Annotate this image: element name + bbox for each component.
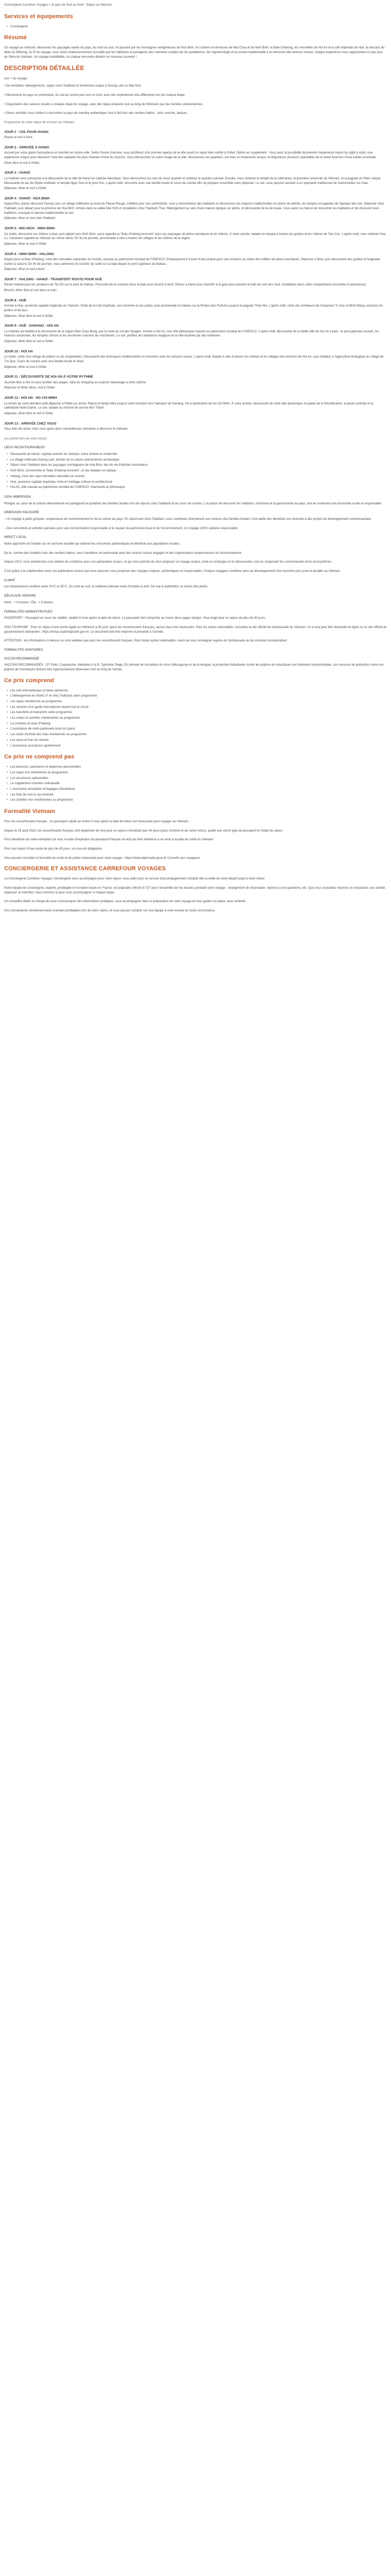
concierge-text-4: Vos conciergeries deviennent ainsi vraiment privilégiées lors de votre séjour, et vous pouvez compter sur une équipe à votre écoute en toute circonstance.: [4, 909, 216, 912]
immersion-title: 100% IMMERSION: [4, 495, 31, 499]
impact-text-2: De la, comme des localités hors des sentiers battus, nous travaillons en partenariat avec des acteurs locaux engagés et des organisations respectueuses de l'environnement.: [4, 551, 242, 555]
passport-text: PASSEPORT : Passeport en cours de validité, valable 6 mois après la date de retour. Le passeport doit comporter au moins deux pages vierges. Visa exigé pour un séjour de plus de 45 jours.: [4, 617, 266, 620]
list-item: • Ninh Binh, surnommée la "Baie d'Halong terrestre", et ses balades en barque: [4, 469, 387, 473]
concierge-title: CONCIERGERIE ET ASSISTANCE CARREFOUR VOYAGES: [4, 866, 166, 872]
list-item: • Le village millénaire Duong Lam, témoin de la culture vietnamienne authentique: [4, 458, 387, 463]
day-title: JOUR 3 : HANOÏ: [4, 171, 30, 175]
formal-text-3: Pour bénéficier de cette exemption de visa, la date d'expiration du passeport français ne doit pas être inférieure à six mois à la date de sortie du Vietnam.: [4, 838, 214, 842]
day-title: JOUR 13 : ARRIVÉE CHEZ VOUS: [4, 421, 57, 426]
day-4: [4, 196, 387, 221]
climate-text: Les températures oscillent entre 20°C et 35°C. Du nord au sud, la meilleure période reste d'octobre à avril. De mai à septembre, la saison des pluies.: [4, 585, 208, 589]
day-12: [4, 396, 387, 416]
resume-title: Résumé: [4, 35, 27, 41]
day-text: Arrivée à Hué, ancienne capitale impériale du Vietnam. Visite de la Cité impériale, son enceinte et ses palais, puis promenade en bateau sur la Rivière des Parfums jusqu'à la pagode Thien Mu. L'après-midi, visite des tombeaux de l'empereur Tu Duc et Minh Mang, entourés de jardins et de lacs.: [4, 304, 383, 312]
day-meals: Déjeuner, dîner et nuit à l'hôtel.: [4, 365, 47, 369]
must-see-list: [4, 452, 387, 490]
day-8: [4, 298, 387, 318]
list-item: • Les repas non mentionnés au programme: [4, 771, 387, 775]
day-meals: Repas et nuit à bord.: [4, 136, 33, 140]
breadcrumb[interactable]: Conciergerie Carrefour Voyages / Je pars de Sud au Nord - Séjour au Vietnam: [4, 4, 112, 7]
day-title: JOUR 1 : VOL POUR HANOI: [4, 130, 48, 134]
day-1: [4, 130, 387, 140]
formalities-vietnam-title: Formalité Vietnam: [4, 808, 55, 815]
list-item: • Hué, ancienne capitale impériale, riche en héritage culturel et architectural: [4, 480, 387, 485]
list-item: • L'assurance assistance rapatriement: [4, 744, 387, 749]
list-item: • Les droits d'entrée des sites mentionnés au programme: [4, 733, 387, 737]
list-item: • Les taxes et frais de service: [4, 738, 387, 743]
day-title: JOUR 11 : DÉCOUVERTE DE HOI AN À VOTRE RYTHME: [4, 375, 93, 379]
list-item: • Les boissons, pourboires et dépenses personnelles: [4, 765, 387, 770]
day-3: [4, 171, 387, 191]
partners-note: C'est grâce à la collaboration avec nos partenaires locaux que nous pouvons vous proposer des voyages uniques, authentiques et responsables. Chaque voyageur contribue ainsi au développement d'un tourisme plus juste et durable au Vietnam.: [4, 570, 341, 573]
day-5: [4, 226, 387, 246]
day-2: [4, 145, 387, 165]
list-item: • Séjour chez l'habitant dans les paysages montagneux de Hoa Binh, lieu de vie d'ethnies minoritaires: [4, 463, 387, 468]
day-text: Le matin, visite d'un village de potiers ou de charpentiers. Découverte des techniques traditionnelles et rencontre avec les artisans locaux. L'après-midi, balade à vélo à travers les rizières et les villages des environs de Hoi An, puis initiation à l'agriculture biologique au village de Tra Que. Cours de cuisine avec une famille locale et dîner.: [4, 355, 384, 363]
services-list: [4, 25, 387, 29]
day-meals: Vous êtes de retour chez vous après deux merveilleuses semaines à découvrir le Vietnam.: [4, 428, 128, 431]
list-item: • Le supplément chambre individuelle: [4, 782, 387, 786]
excluded-list: [4, 765, 387, 803]
list-item: • L'hébergement en hôtels 3* et chez l'habitant selon programme: [4, 694, 387, 699]
list-item: • Conciergerie: [4, 25, 387, 29]
excluded-title: Ce prix ne comprend pas: [4, 754, 75, 760]
day-meals: Déjeuner, dîner et nuit à l'hôtel.: [4, 187, 47, 191]
solidarity-text: – Un voyage à petits groupes, respectueux de l'environnement et de la culture du pays. En séjournant chez l'habitant, vous contribuez directement aux revenus des familles locales. Une partie des bénéfices est reversée à des projets de développement communautaire.: [4, 517, 372, 521]
detail-plus-1: • De véritables hébergements, séjour chez l'habitant et immersion unique à Duong Lam ou Mai Hich.: [4, 84, 142, 88]
formal-text-4: Pour tout séjour d'une durée de plus de 45 jours, un visa est obligatoire.: [4, 847, 103, 851]
detail-lead: Les + du voyage :: [4, 77, 29, 80]
highlights-lead: Les points forts de votre circuit :: [4, 437, 48, 440]
health-title: FORMALITÉS SANITAIRES: [4, 648, 43, 652]
impact-text-3: Depuis 2012, nous entretenons une relation de confiance avec nos partenaires locaux, ce qui nous permet de vous proposer un voyage unique, riche en échanges et en découvertes, tout en respectant les communautés et les écosystèmes.: [4, 561, 333, 564]
list-item: • L'assistance de notre partenaire local sur place: [4, 727, 387, 732]
day-title: JOUR 8 : HUÉ: [4, 298, 26, 302]
attention-text: ATTENTION : les informations ci-dessus se sont validées que pour les ressortissants français. Pour toutes autres nationalités, merci de vous renseigner auprès de l'ambassade ou du consulat correspondant.: [4, 639, 288, 643]
program-lead: Programme de votre séjour de 14 jours au Vietnam: [4, 121, 74, 125]
day-title: JOUR 9 : HUÉ - DANANG - HOI AN: [4, 324, 59, 328]
must-see-title: LIEUX INCONTOURNABLES: [4, 446, 45, 450]
list-item: • Les visites et activités mentionnées au programme: [4, 716, 387, 721]
day-meals: Déjeuner, dîner libre et nuit à l'hôtel.: [4, 314, 54, 318]
day-meals: Brunch, dîner libre et nuit dans le train.: [4, 289, 58, 293]
day-text: Le temps de votre dernière petit-déjeuner à l'hôtel sur arrivé. Repos et temps libre jusqu'à votre transfert vers l'aéroport de Danang. Vol à destination de Ho Chi Minh. À votre arrivée, découverte de cette ville dynamique, le palais de la Réunification, la poste centrale et la cathédrale Notre-Dame. Le soir, balade au marché de nuit de Ben Thanh.: [4, 402, 373, 410]
list-item: • Halong, l'une des sept merveilles naturelles du monde: [4, 474, 387, 479]
day-text: Départ pour la Baie d'Halong, l'une des merveilles naturelles du monde, classée au patrimoine mondial de l'UNESCO. Embarquement à bord d'une jonque pour une croisière au milieu des milliers de pitons karstiques. Déjeuner à bord, puis découverte des grottes et baignade (selon la saison). En fin de journée, vous admirerez le coucher du soleil sur la baie depuis le pont supérieur du bateau.: [4, 258, 380, 266]
day-text: Journée libre à Hoi An pour profiter des plages, faire du shopping ou explorer davantage à votre rythme.: [4, 381, 147, 384]
day-title: JOUR 5 : MAI HICH - NINH BINH: [4, 227, 55, 231]
day-meals: Déjeuner et dîner libres, nuit à l'hôtel.: [4, 386, 56, 390]
timezone-text: Hiver : + 6 heures / Été : + 5 heures: [4, 601, 54, 604]
day-text: Réveil matinal pour les amateurs de Tai Chi sur le pont du bateau. Poursuite de la croisière dans la baie avec brunch à bord. Retour à Hanoï puis transfert à la gare pour prendre le train de nuit vers Hué. Installation dans votre compartiment couchette (4 personnes).: [4, 283, 367, 287]
day-title: JOUR 10 : HOI AN: [4, 349, 33, 353]
day-text: Aujourd'hui, partez découvrir Duong Lam, un village millénaire au bord du Fleuve Rouge. Célèbre pour son authenticité, vous y rencontrerez des habitants et découvrirez les maisons traditionnelles en pierre de latérite, les temples et pagodes de l'époque des rois. Déjeuner chez l'habitant, puis départ pour la province de Hoa Binh. Arrivée dans la vallée Mai Hich et installation chez l'habitant Thai. Hébergement au sein d'une maison typique sur pilotis, et découverte de la vie locale. Vous aurez la chance de rencontrer les habitants et de découvrir leurs traditions, musique et danses traditionnelles le soir.: [4, 202, 384, 215]
day-title: JOUR 12 : HOI AN - HO CHI MINH: [4, 396, 57, 400]
included-list: [4, 689, 387, 749]
list-item: • Les frais de visa le cas échéant: [4, 793, 387, 798]
list-item: • Les activités non mentionnées au programme: [4, 798, 387, 803]
solidarity-text-2: – Des rencontres et activités pensées pour une consommation responsable et le respect du patrimoine local et de l'environnement. Un voyage 100% carbone responsable.: [4, 527, 239, 530]
day-title: JOUR 7 : HALONG - HANOÏ - TRANSFERT ROUTE POUR HUÉ: [4, 278, 102, 282]
detail-plus-3: • Dégustation des saveurs locales à chaque étape du voyage, avec des repas préparés tout au long de l'itinéraire par des familles vietnamiennes.: [4, 103, 204, 106]
timezone-title: DÉCALAGE HORAIRE: [4, 595, 36, 598]
list-item: • Hoi An, ville classée au patrimoine mondial de l'UNESCO, charmante et pittoresque: [4, 485, 387, 490]
day-title: JOUR 6 : NINH BINH - HALONG: [4, 252, 54, 256]
detail-plus-2: • Découverte du pays en profondeur, du sud au centre puis vers le nord, avec des expériences très différentes lors de chaque étape.: [4, 94, 186, 97]
formal-text-1: Pour les ressortissants français : un passeport valide au moins 6 mois après la date de retour est nécessaire pour voyager au Vietnam.: [4, 820, 189, 823]
day-6: [4, 252, 387, 272]
day-11: [4, 375, 387, 391]
day-title: JOUR 4 : HANOÏ - HOA BINH: [4, 196, 50, 200]
resume-text: Ce voyage au Vietnam, découvrez les paysages variés du pays, du nord au sud, en passant par les montagnes vertigineuses de Hoà Binh, les rizières en terrasses de Mai Chau et de Ninh Binh, la Baie d'Halong, les merveilles de Hoi An et la cité impériale de Hué, la douceur du delta du Mékong. Au fil du voyage, vous serez chaleureusement accueillis par les habitants et partagerez des moments simples de vie quotidienne. De l'agroécologie et la cuisine traditionnelle à la rencontre des artisans locaux, chaque expérience vous rapprochera un peu plus de l'âme du Vietnam. Un voyage inoubliable, où chaque rencontre devient un nouveau souvenir !: [4, 46, 385, 59]
detail-plus-4: • Divers activités vous invitent à rencontrer le pays de manière authentique, tout à fait hors des sentiers battus ; vélo, marche, barque...: [4, 112, 189, 115]
detail-title: DESCRIPTION DÉTAILLÉE: [4, 64, 85, 72]
list-item: • La croisière en baie d'Halong: [4, 722, 387, 726]
list-item: • Découverte de Hanoï, capitale animée du Vietnam, entre histoire et modernité: [4, 452, 387, 457]
day-meals: Déjeuner, dîner libre et nuit à l'hôtel.: [4, 412, 54, 415]
day-meals: Déjeuner, dîner et nuit à bord.: [4, 268, 45, 272]
vaccine-text: VACCINS RECOMMANDÉS : DT Polio, Coqueluche, Hépatites A & B, Typhoïde, Rage. En période de circulation du virus chikungunya et de la dengue, la protection individuelle contre les piqûres de moustiques est fortement recommandée. Les mesures de protection contre les piqûres de moustiques doivent être rigoureusement observées tout au long de l'année.: [4, 664, 384, 671]
day-text: Ce matin, découvrez les rizières à pied, puis départ vers Ninh Binh, aussi appelée la "Baie d'Halong terrestre" pour ses paysages de pitons karstiques et de rizières. À votre arrivée, balade en barque à travers les grottes et les rizières de Tam Coc. L'après-midi, vous visiterez Hoa Lu, l'ancienne capitale du Vietnam au Xème siècle. En fin de journée, promenade à vélo à travers les villages et les rizières de la région.: [4, 232, 386, 241]
day-9: [4, 324, 387, 344]
concierge-text-2: Notre équipe de conciergerie, experte, privilégiée et humaine basée en France, est joignable 24h/24 et 7j/7 pour l'ensemble de vos besoins pendant votre voyage : changement de réservation, réponse à vos questions, etc. Que vous souhaitiez réserver un restaurant, une activité, organiser un transfert, nous sommes là pour vous accompagner à chaque étape.: [4, 886, 386, 894]
day-text: La matinée est dédiée à la découverte de la région Dien Chau Bong, par la route du col des Nuages. Arrivée à Hoi An, une ville pittoresque classée au patrimoine mondial de l'UNESCO. L'après-midi, découverte de la vieille ville de Hoi An à pied : le pont japonais couvert, les maisons anciennes, les temples chinois et les anciennes maisons de marchands. Le soir, profitez de l'ambiance magique de la ville éclairée par des lanternes.: [4, 330, 379, 338]
concierge-text-1: La Conciergerie Carrefour Voyages Conciergerie vous accompagne pour votre séjour, vous aider pour un service d'accompagnement complet dès la veille de votre départ jusqu'à votre retour.: [4, 877, 265, 881]
impact-text: Notre approche est fondée sur un tourisme durable qui valorise les rencontres authentiques et bénéficie aux populations locales.: [4, 543, 181, 546]
immersion-text: Plongez au cœur de la culture vietnamienne en partageant le quotidien des familles locales lors de séjours chez l'habitant et de cours de cuisine. L'occasion de découvrir les traditions, l'artisanat et la gastronomie du pays, tout en soutenant une économie locale et responsable.: [4, 502, 382, 505]
day-7: [4, 277, 387, 293]
services-title: Services et équipements: [4, 13, 73, 20]
formal-text-5: Vous pouvez consulter la formalité de sortie et de police nécessaire pour votre voyage : https://www.diplomatie.gouv.fr/ Conseils aux voyageurs: [4, 856, 201, 860]
list-item: • Les excursions optionnelles: [4, 776, 387, 781]
day-title: JOUR 2 : ARRIVÉE À HANOI: [4, 145, 50, 149]
list-item: • Les repas mentionnés au programme: [4, 700, 387, 704]
list-item: • Les services d'un guide francophone durant tout le circuit: [4, 705, 387, 710]
day-10: [4, 349, 387, 369]
formal-text-2: Depuis le 15 août 2023, les ressortissants français sont dispensés de visa pour un séjour n'excédant pas 45 jours (jours d'entrée et de sortie inclus), quelle que soit le type de passeport et l'objet du séjour.: [4, 829, 283, 833]
day-text: Accueil par votre guide francophone et transfert en centre-ville. Selon l'heure d'arrivée, vous profiterez d'un premier aperçu de la ville avant un repos bien mérité à l'hôtel. Option en supplément : Vous avez la possibilité de prendre l'expérience Hanoï by night à moto, une expérience unique pour découvrir l'une des capitales les plus vivantes d'Asie du Sud-Est. Vous découvrirez un autre visage de la ville, découvrirez ses quartiers, ses bars et restaurants locaux, et dégusterez plusieurs spécialités de la street food lors d'une soirée conviviale.: [4, 151, 377, 160]
solidarity-title: DIMENSION SOLIDAIRE: [4, 511, 39, 515]
formalities-title: FORMALITÉS ADMINISTRATIVES: [4, 610, 53, 614]
included-title: Ce prix comprend: [4, 677, 54, 684]
page-content: [4, 3, 387, 913]
day-13: [4, 421, 387, 432]
vaccine-title: VACCIN RECOMMANDÉ: [4, 657, 39, 660]
concierge-text-3: Un conseiller dédié se charge de vous communiquer des informations pratiques, vous accompagner dans la préparation de votre voyage et vous guider sur place, avec sérénité.: [4, 900, 247, 904]
day-meals: Déjeuner, dîner et nuit à l'hôtel.: [4, 242, 47, 246]
impact-title: IMPACT LOCAL: [4, 536, 27, 539]
list-item: • L'assurance annulation et bagages (facultative): [4, 787, 387, 792]
visa-text: VISA TOURISME : Pour un séjour d'une durée égale ou inférieure à 45 jours (pour les ressortissants français), aucun visa n'est nécessaire. Pour les autres nationalités, consultez le site officiel de l'ambassade du Vietnam. Un e-visa peut être demandé en ligne sur le site officiel du gouvernement vietnamien : https://evisa.xuatnhapcanh.gov.vn. Le document doit être imprimé et présenté à l'arrivée.: [4, 625, 387, 634]
day-text: La matinée sera consacrée à la découverte de la ville de Hanoï en calèche électrique. Vous découvrirez les rues du vieux quartier et visiterez le quartier colonial. Ensuite, vous visiterez le temple de la Littérature, la première université du Vietnam, et la pagode du Pilier unique. Découverte du lac de l'Épée restituée, le temple Ngoc Son et le pont Huc. L'après-midi, rencontre avec une famille locale et cours de cuisine afin de préparer ensemble votre déjeuner. Le soir, vous pourrez assister à un spectacle traditionnel de marionnettes sur l'eau.: [4, 177, 381, 185]
day-meals: Déjeuner, dîner et nuit chez l'habitant.: [4, 217, 56, 221]
climate-title: CLIMAT: [4, 579, 15, 582]
day-meals: Déjeuner, dîner libre et nuit à l'hôtel.: [4, 340, 54, 344]
day-meals: Dîner libre et nuit à l'hôtel.: [4, 161, 40, 165]
list-item: • Les transferts et transports selon programme: [4, 710, 387, 715]
list-item: • Les vols internationaux et taxes aériennes: [4, 689, 387, 693]
